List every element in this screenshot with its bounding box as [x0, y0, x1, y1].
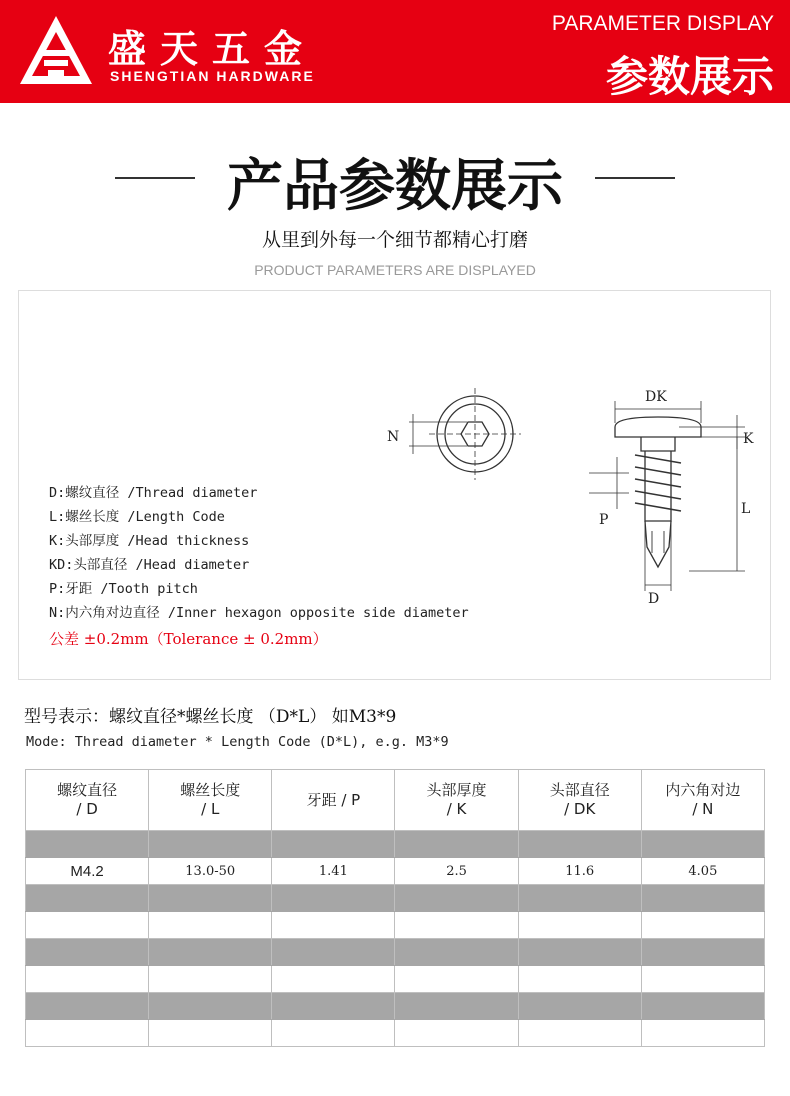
cell-pitch: 1.41 — [272, 858, 395, 885]
table-row — [26, 912, 765, 939]
screw-top-view — [409, 388, 521, 480]
header-head-diameter: 头部直径 / DK — [518, 770, 641, 831]
table-row — [26, 1020, 765, 1047]
header-hex-size: 内六角对边 / N — [641, 770, 764, 831]
parameter-legend — [49, 481, 469, 651]
page-subtitle: 从里到外每一个细节都精心打磨 — [261, 229, 528, 251]
section-title-en: PARAMETER DISPLAY — [551, 12, 774, 35]
legend-item-n: N:内六角对边直径 /Inner hexagon opposite side diameter — [49, 605, 469, 621]
cell-head-diameter: 11.6 — [518, 858, 641, 885]
tolerance-note: 公差 ±0.2mm（Tolerance ± 0.2mm） — [49, 630, 328, 648]
specification-table — [25, 769, 765, 1047]
table-row — [26, 939, 765, 966]
table-row — [26, 966, 765, 993]
header-pitch: 牙距 / P — [272, 770, 395, 831]
page-title: 产品参数展示 — [227, 154, 563, 219]
legend-item-l: L:螺丝长度 /Length Code — [49, 509, 225, 525]
model-format-cn: 型号表示：螺纹直径*螺丝长度 （D*L） 如M3*9 — [24, 707, 397, 727]
header-head-thickness: 头部厚度 / K — [395, 770, 518, 831]
cell-head-thickness: 2.5 — [395, 858, 518, 885]
header-banner — [0, 0, 790, 103]
screw-side-view — [589, 401, 745, 591]
table-row — [26, 831, 765, 858]
cell-thread-diameter: M4.2 — [26, 858, 149, 885]
table-header-row — [26, 770, 765, 831]
legend-item-d: D:螺纹直径 /Thread diameter — [49, 485, 258, 501]
table-row — [26, 993, 765, 1020]
legend-item-p: P:牙距 /Tooth pitch — [49, 581, 198, 597]
header-length: 螺丝长度 / L — [149, 770, 272, 831]
label-p: P — [599, 512, 609, 528]
table-row — [26, 885, 765, 912]
page-subtitle-en: PRODUCT PARAMETERS ARE DISPLAYED — [254, 262, 536, 278]
label-d: D — [648, 591, 660, 607]
brand-name-en: SHENGTIAN HARDWARE — [110, 68, 315, 84]
parameter-diagram-panel — [18, 290, 771, 680]
header-thread-diameter: 螺纹直径 / D — [26, 770, 149, 831]
label-l: L — [741, 501, 751, 517]
cell-hex-size: 4.05 — [641, 858, 764, 885]
shengtian-logo-icon — [18, 14, 94, 90]
brand-name-cn: 盛天五金 — [108, 27, 317, 71]
label-k: K — [743, 431, 754, 447]
section-title-cn: 参数展示 — [605, 52, 774, 101]
label-dk: DK — [645, 389, 667, 405]
model-format-en: Mode: Thread diameter * Length Code (D*L), e.g. M3*9 — [26, 734, 449, 750]
cell-length: 13.0-50 — [149, 858, 272, 885]
label-n: N — [387, 429, 400, 445]
legend-item-k: K:头部厚度 /Head thickness — [49, 533, 250, 549]
table-row — [26, 858, 765, 885]
legend-item-kd: KD:头部直径 /Head diameter — [49, 557, 250, 573]
